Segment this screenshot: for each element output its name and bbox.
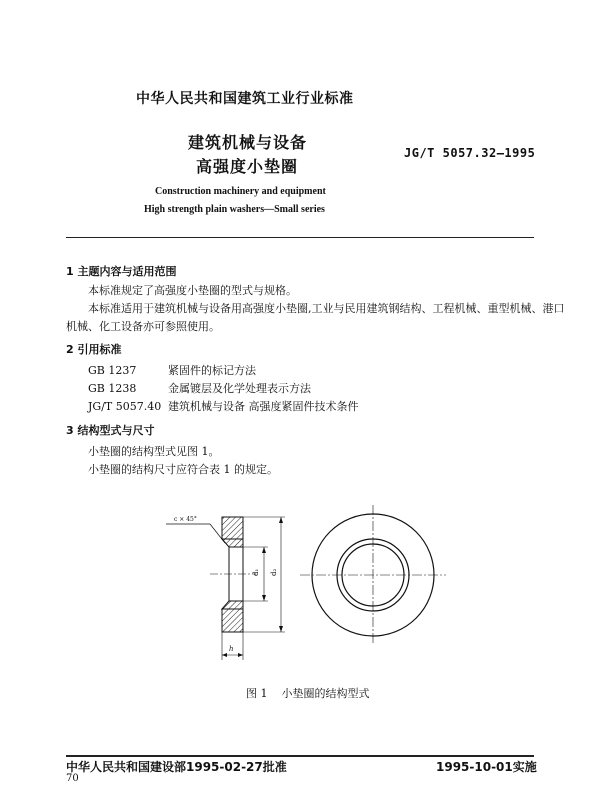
chamfer-label: c × 45° xyxy=(174,516,197,523)
d2-label: d₂ xyxy=(270,568,278,576)
section-1-para-2: 本标准适用于建筑机械与设备用高强度小垫圈,工业与民用建筑钢结构、工程机械、重型机械、港口 xyxy=(88,302,565,315)
reference-title: 金属镀层及化学处理表示方法 xyxy=(168,382,311,395)
title-en-line2: High strength plain washers—Small series xyxy=(144,204,325,215)
reference-title: 紧固件的标记方法 xyxy=(168,364,256,377)
chamfer-callout xyxy=(166,516,225,543)
issued-line: 中华人民共和国建设部1995-02-27批准 xyxy=(66,760,287,774)
h-label: h xyxy=(229,645,234,653)
standard-category: 中华人民共和国建筑工业行业标准 xyxy=(136,91,354,107)
section-upper-hatch xyxy=(222,517,243,539)
chamfer-lower xyxy=(222,601,243,609)
reference-code: GB 1238 xyxy=(88,382,137,395)
chamfer-upper xyxy=(222,539,243,547)
washer-plan-view xyxy=(300,505,446,645)
section-3-para-1: 小垫圈的结构型式见图 1。 xyxy=(88,445,220,458)
washer-section-view xyxy=(210,517,256,632)
thickness-dimension xyxy=(222,632,243,660)
section-1-para-1: 本标准规定了高强度小垫圈的型式与规格。 xyxy=(88,284,297,297)
diameter-dimensions xyxy=(243,517,285,632)
reference-code: JG/T 5057.40 xyxy=(88,400,162,413)
section-2-heading: 2 引用标准 xyxy=(66,343,122,356)
figure-title: 小垫圈的结构型式 xyxy=(281,687,370,700)
standard-code: JG/T 5057.32—1995 xyxy=(404,146,536,160)
reference-title: 建筑机械与设备 高强度紧固件技术条件 xyxy=(168,400,359,413)
title-zh-line1: 建筑机械与设备 xyxy=(188,133,308,152)
section-3-para-2: 小垫圈的结构尺寸应符合表 1 的规定。 xyxy=(88,463,278,476)
page-number: 70 xyxy=(66,773,79,784)
section-1-para-3: 机械、化工设备亦可参照使用。 xyxy=(66,320,220,333)
title-en-line1: Construction machinery and equipment xyxy=(155,186,326,197)
section-1-heading: 1 主题内容与适用范围 xyxy=(66,265,177,278)
reference-code: GB 1237 xyxy=(88,364,137,377)
d1-label: d₁ xyxy=(252,568,260,576)
figure-caption xyxy=(246,685,370,701)
section-lower-hatch xyxy=(222,609,243,632)
title-zh-line2: 高强度小垫圈 xyxy=(196,157,299,176)
section-3-heading: 3 结构型式与尺寸 xyxy=(66,424,155,437)
effective-line: 1995-10-01实施 xyxy=(436,760,537,774)
figure-number: 图 1 xyxy=(246,687,268,700)
footer-rule xyxy=(66,755,534,757)
